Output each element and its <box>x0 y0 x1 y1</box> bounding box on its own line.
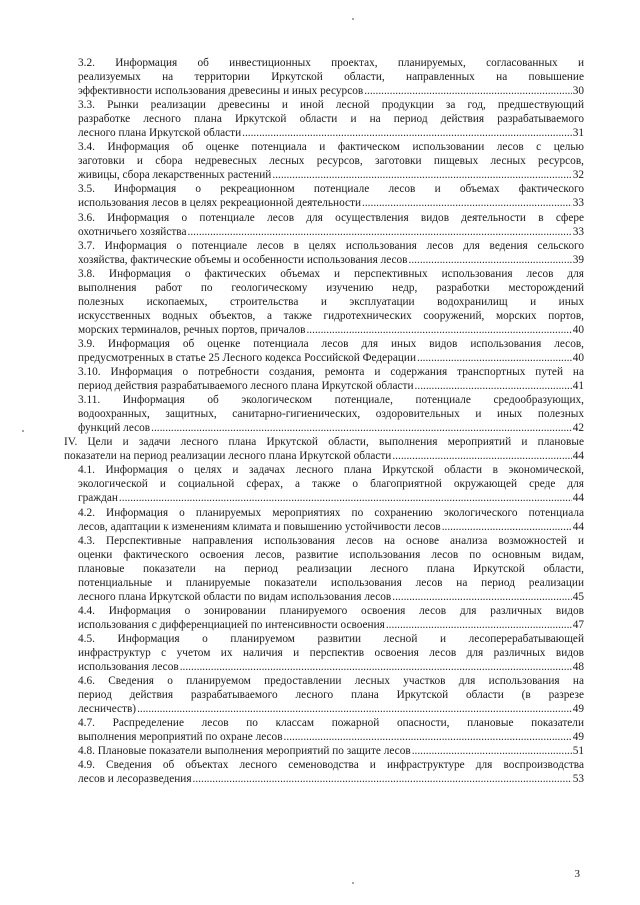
toc-page-number: 39 <box>572 253 584 266</box>
toc-page-number: 44 <box>572 450 584 463</box>
toc-entry-text: выполнения мероприятий по охране лесов <box>78 731 283 744</box>
toc-page-number: 32 <box>572 169 584 182</box>
dot-leader <box>119 491 572 505</box>
toc-entry-line: 3.5. Информация о рекреационном потенциале лесов и объемах фактического <box>78 183 584 196</box>
toc-page-number: 30 <box>572 85 584 98</box>
toc-entry-last-line <box>78 520 584 534</box>
toc-entry <box>78 239 584 267</box>
toc-entry-text: живицы, сбора лекарственных растений <box>78 169 272 182</box>
toc-entry <box>64 435 584 463</box>
dot-leader <box>412 744 572 758</box>
toc-entry <box>78 506 584 534</box>
toc-entry-line: 4.4. Информация о зонировании планируемого освоения лесов для различных видов <box>78 604 584 617</box>
toc-page-number: 44 <box>572 492 584 505</box>
toc-page-number: 53 <box>572 773 584 786</box>
toc-entry-last-line <box>78 730 584 744</box>
toc-entry <box>78 56 584 98</box>
dot-leader <box>284 730 572 744</box>
toc-page-number: 45 <box>572 590 584 603</box>
toc-entry-text: лесов и лесоразведения <box>78 773 192 786</box>
toc-entry-last-line <box>78 225 584 239</box>
toc-entry-last-line <box>78 772 584 786</box>
toc-page-number: 51 <box>572 745 584 758</box>
toc-entry-line: плановые показатели на период реализации лесного плана Иркутской области, <box>78 562 584 575</box>
table-of-contents <box>64 56 584 786</box>
toc-entry-line: 4.6. Сведения о планируемом предоставлении лесных участков для использования на <box>78 675 584 688</box>
toc-entry-text: охотничьего хозяйства <box>78 225 187 238</box>
dot-leader <box>392 590 571 604</box>
toc-entry-line: реализуемых на территории Иркутской области, направленных на повышение <box>78 71 584 84</box>
toc-entry-text: 4.8. Плановые показатели выполнения мероприятий по защите лесов <box>78 745 411 758</box>
toc-entry-last-line <box>78 126 584 140</box>
dot-leader <box>409 253 572 267</box>
toc-page-number: 49 <box>572 703 584 716</box>
toc-entry <box>78 365 584 393</box>
toc-entry-text: эффективности использования древесины и иных ресурсов <box>78 85 364 98</box>
toc-entry <box>78 98 584 140</box>
toc-entry <box>78 744 584 758</box>
dot-leader <box>272 168 571 182</box>
toc-entry-text: предусмотренных в статье 25 Лесного кодекса Российской Федерации <box>78 351 416 364</box>
toc-entry <box>78 182 584 210</box>
toc-entry-last-line <box>78 590 584 604</box>
toc-entry-text: лесничеств) <box>78 703 137 716</box>
toc-entry-last-line <box>78 660 584 674</box>
toc-entry-line: искусственных водных объектов, а также гидротехнических сооружений, морских портов, <box>78 309 584 322</box>
dot-leader <box>242 126 572 140</box>
toc-entry-last-line <box>78 84 584 98</box>
toc-entry-line: 4.1. Информация о целях и задачах лесного плана Иркутской области в экономической, <box>78 464 584 477</box>
scan-speck <box>352 18 354 20</box>
toc-entry-line: 3.7. Информация о потенциале лесов в целях использования лесов для ведения сельского <box>78 239 584 252</box>
toc-entry-line: 3.9. Информация об оценке потенциала лесов для иных видов использования лесов, <box>78 337 584 350</box>
toc-entry-last-line <box>78 168 584 182</box>
toc-entry <box>78 463 584 505</box>
toc-entry-text: показатели на период реализации лесного плана Иркутской области <box>64 450 392 463</box>
dot-leader <box>180 660 572 674</box>
toc-entry <box>78 758 584 786</box>
toc-entry-last-line <box>78 491 584 505</box>
toc-entry-last-line <box>78 379 584 393</box>
toc-entry-last-line <box>64 449 584 463</box>
dot-leader <box>193 772 572 786</box>
toc-entry-line: потенциальные и планируемые показатели использования лесов на период реализации <box>78 576 584 589</box>
toc-entry-line: экологической и социальной сферах, а также о благоприятной окружающей среде для <box>78 478 584 491</box>
toc-page-number: 47 <box>572 618 584 631</box>
toc-entry-line: выполнения работ по геологическому изучению недр, разработки месторождений <box>78 281 584 294</box>
toc-entry-line: 3.3. Рынки реализации древесины и иной лесной продукции за год, предшествующий <box>78 99 584 112</box>
toc-entry-line: 4.2. Информация о планируемых мероприятиях по сохранению экологического потенциала <box>78 506 584 519</box>
toc-entry <box>78 674 584 716</box>
toc-entry-line: 4.7. Распределение лесов по классам пожарной опасности, плановые показатели <box>78 717 584 730</box>
toc-entry-line: 4.3. Перспективные направления использования лесов на основе анализа возможностей и <box>78 534 584 547</box>
toc-page-number: 49 <box>572 731 584 744</box>
toc-page-number: 40 <box>572 351 584 364</box>
toc-entry-last-line <box>78 618 584 632</box>
toc-entry-text: морских терминалов, речных портов, причалов <box>78 323 306 336</box>
dot-leader <box>442 520 572 534</box>
toc-entry <box>78 211 584 239</box>
toc-entry-last-line <box>78 744 584 758</box>
toc-entry-last-line <box>78 253 584 267</box>
toc-entry <box>78 393 584 435</box>
dot-leader <box>415 379 572 393</box>
toc-entry-line: IV. Цели и задачи лесного плана Иркутской области, выполнения мероприятий и плановые <box>64 436 584 449</box>
dot-leader <box>392 449 571 463</box>
toc-entry-line: водоохранных, защитных, санитарно-гигиенических, оздоровительных и иных полезных <box>78 408 584 421</box>
toc-page-number: 41 <box>572 380 584 393</box>
toc-entry-line: 3.6. Информация о потенциале лесов для осуществления видов деятельности в сфере <box>78 211 584 224</box>
toc-entry <box>78 267 584 337</box>
dot-leader <box>306 323 571 337</box>
toc-entry <box>78 604 584 632</box>
toc-entry <box>78 632 584 674</box>
toc-entry-text: хозяйства, фактические объемы и особенности использования лесов <box>78 253 408 266</box>
toc-entry-line: 3.4. Информация об оценке потенциала и фактическом использовании лесов с целью <box>78 141 584 154</box>
toc-entry-line: инфраструктур с учетом их наличия и перспектив освоения лесов для различных видов <box>78 646 584 659</box>
toc-entry <box>78 716 584 744</box>
scan-speck <box>352 882 354 884</box>
toc-entry-text: лесного плана Иркутской области по видам использования лесов <box>78 590 392 603</box>
toc-entry <box>78 534 584 604</box>
toc-entry-line: полезных ископаемых, строительства и эксплуатации водохранилищ и иных <box>78 295 584 308</box>
toc-entry-line: оценки фактического освоения лесов, развитие использования лесов по основным видам, <box>78 548 584 561</box>
toc-page-number: 40 <box>572 323 584 336</box>
toc-entry-line: 3.10. Информация о потребности создания, ремонта и содержания транспортных путей на <box>78 366 584 379</box>
toc-entry-text: использования лесов в целях рекреационной деятельности <box>78 197 362 210</box>
toc-entry-line: 3.11. Информация об экологическом потенциале, потенциале средообразующих, <box>78 394 584 407</box>
dot-leader <box>151 421 572 435</box>
toc-page-number: 31 <box>572 127 584 140</box>
toc-entry-text: функций лесов <box>78 422 151 435</box>
dot-leader <box>386 618 572 632</box>
toc-page-number: 44 <box>572 520 584 533</box>
toc-entry-last-line <box>78 702 584 716</box>
dot-leader <box>364 84 572 98</box>
toc-page-number: 33 <box>572 197 584 210</box>
dot-leader <box>188 225 572 239</box>
toc-entry-line: период действия разрабатываемого лесного плана Иркутской области (в разрезе <box>78 689 584 702</box>
toc-page-number: 42 <box>572 422 584 435</box>
toc-page-number: 33 <box>572 225 584 238</box>
toc-entry-text: лесов, адаптации к изменениям климата и повышению устойчивости лесов <box>78 520 441 533</box>
toc-entry-line: 4.9. Сведения об объектах лесного семеноводства и инфраструктуре для воспроизводства <box>78 759 584 772</box>
toc-entry-last-line <box>78 421 584 435</box>
toc-entry <box>78 140 584 182</box>
dot-leader <box>417 351 572 365</box>
toc-entry-text: граждан <box>78 492 118 505</box>
toc-entry-line: заготовки и сбора недревесных лесных ресурсов, заготовки пищевых лесных ресурсов, <box>78 155 584 168</box>
toc-entry-last-line <box>78 351 584 365</box>
toc-entry-line: 4.5. Информация о планируемом развитии лесной и лесоперерабатывающей <box>78 632 584 645</box>
toc-entry-text: использования с дифференциацией по интенсивности освоения <box>78 618 385 631</box>
toc-entry-text: период действия разрабатываемого лесного плана Иркутской области <box>78 380 414 393</box>
toc-entry-last-line <box>78 196 584 210</box>
toc-entry <box>78 337 584 365</box>
dot-leader <box>362 196 572 210</box>
dot-leader <box>137 702 572 716</box>
toc-entry-line: разработке лесного плана Иркутской области и на период действия разрабатываемого <box>78 113 584 126</box>
toc-entry-text: использования лесов <box>78 661 179 674</box>
toc-entry-line: 3.2. Информация об инвестиционных проектах, планируемых, согласованных и <box>78 57 584 69</box>
toc-entry-text: лесного плана Иркутской области <box>78 127 242 140</box>
toc-entry-line: 3.8. Информация о фактических объемах и перспективных использования лесов для <box>78 267 584 280</box>
toc-page-number: 48 <box>572 661 584 674</box>
scan-speck <box>22 430 24 432</box>
toc-entry-last-line <box>78 323 584 337</box>
page-number: 3 <box>574 868 580 880</box>
